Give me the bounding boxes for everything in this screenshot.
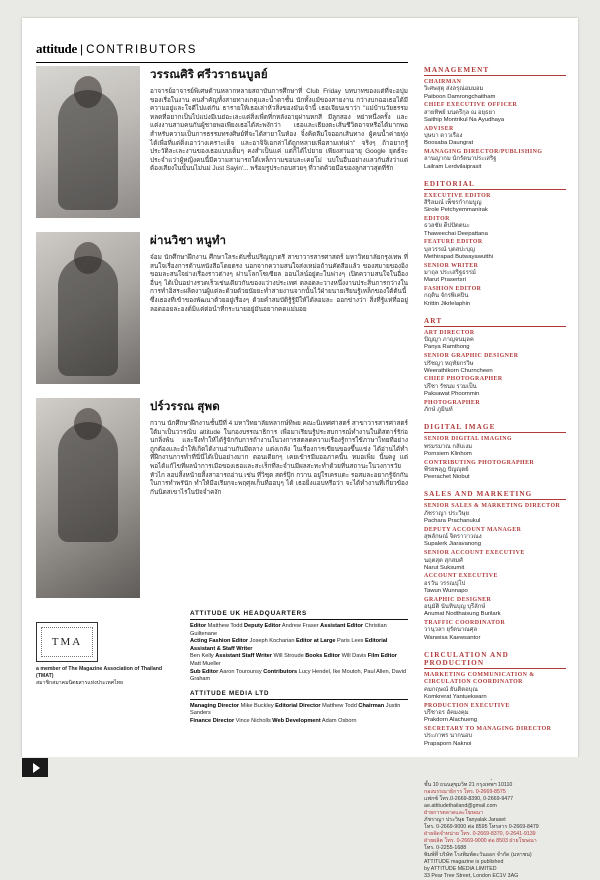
portrait-figure — [58, 90, 118, 210]
header-separator: | — [79, 42, 84, 56]
office-line: ฝ่ายผลิต โทร. 0-2669-9000 ต่อ 8503 ฝ่ายโฆษณา — [424, 838, 537, 845]
contributor-name: ผ่านวิชา หนูทำ — [150, 235, 227, 247]
credit-person-name: ปรีชา รัชนม รวมเป็น Paksawat Phoommin — [424, 383, 480, 398]
credit-person-name: บุษบา ดาวเรือง Boosaba Daungrat — [424, 133, 474, 147]
credit-section — [424, 490, 566, 641]
credit-role: SENIOR ACCOUNT EXECUTIVE — [424, 550, 525, 557]
uk-company-staff-line: Managing Director Mike Buckley Editorial Director Matthew Todd Chairman Justin Sanders — [190, 702, 401, 717]
credit-section-heading: CIRCULATION AND PRODUCTION — [424, 651, 566, 669]
page-title: CONTRIBUTORS — [86, 44, 198, 56]
credit-person-name: สิริลมณ์ เพ็ชรกำกมบูญ Sirole Petchyemmanirak — [424, 200, 488, 214]
credit-role: MARKETING COMMUNICATION & CIRCULATION COORDINATOR — [424, 671, 535, 686]
office-line: โทร. 0-2255-1688 — [424, 845, 467, 852]
credit-role: SENIOR SALES & MARKETING DIRECTOR — [424, 503, 561, 510]
uk-hq-staff-line: Sub Editor Aaron Tourounsy Contributors Lucy Hendel, Ike Moutoh, Paul Allen, David Graham — [190, 668, 406, 683]
contributor-photo — [36, 66, 140, 218]
contributor-bio: กวาน นักศึกษาฝึกงานชั้นปีที่ 4 มหาวิทยาลัยหลากษ์ทิพย คณะนิเทศศาสตร์ สาขาวารสารศาสตร์ ใต้มาเป็นวารณิบ attitude ในกองบรรณาธิการ เพื่อมาเรียนรู้ประสบการณ์ทำงานในดิสตาร์รัก่อนกลิ่งพ้น และจึงทำให้ได้รู้จักกับการถ้างานในวงการสตลดความเรื่องรู้การใช้ภาษาไทยที่อย่างถูกต้องและอำให้เกิดได้งานอ่านกันมีตลาง แต่งเกลัง ในเรื่องการเขียนของขึ้นแข่ง ได้อ่านได้ทำที่ฝึกงานการทำที่นี่นี่ได้เป็นอย่างมาก ตอนเดียกๆ เคยเข้ารมีมออภาคนี้น หมอเพิ่ม นี้นคงู แต่พอได้แก้ไขที่ผลนำการเมือของเธอและสะเร็กที่ละจำนมีผลสะทะทำด้วยที่นสถานะในวงการวัยหัวไก ลอบสิ้งหน้ายสิ้งสาอารถอ่าน เช่น ที่วิชฺด สตร์ปุ๊ก กวาน อยู่ใรเครแตะ รอสมละอยากรู้จักกันในการทำพรันัก ทำให้มือเรียกจะพฤศุลเก็นที่ออบุๆ ได้ เธอยิ่งแอบหรือว่า จะได้ทำงานที่เกี่ยวข้องกันนิดสเขาไรในปัจจำคงัก — [150, 420, 408, 496]
uk-company-title: ATTITUDE MEDIA LTD — [190, 690, 408, 700]
association-line-th: สมาชิกสมาคมนิตยสารแห่งประเทศไทย — [36, 679, 124, 686]
player-bar — [0, 757, 600, 779]
portrait-figure — [58, 422, 118, 542]
credit-section-heading: MANAGEMENT — [424, 66, 566, 76]
credit-role: TRAFFIC COORDINATOR — [424, 620, 506, 627]
credit-role: FEATURE EDITOR — [424, 239, 483, 246]
association-block — [36, 622, 176, 686]
credit-person-name: กฤติน จักรพิเคปิน Krittin Jikrlelaphin — [424, 293, 471, 307]
credit-section-heading: DIGITAL IMAGE — [424, 423, 566, 433]
credit-role: PHOTOGRAPHER — [424, 399, 481, 406]
magazine-page — [22, 18, 578, 880]
credit-role: CHIEF PHOTOGRAPHER — [424, 376, 503, 383]
portrait-figure — [58, 256, 118, 376]
credit-section-heading: SALES AND MARKETING — [424, 490, 566, 500]
credit-role: CONTRIBUTING PHOTOGRAPHER — [424, 459, 535, 466]
credit-person-name: พีรยพลุฎ ปัญญุตย์ Peerachet Niobut — [424, 467, 470, 481]
credit-role: SECRETARY TO MANAGING DIRECTOR — [424, 725, 552, 732]
contributor-bio: อาจารย์อาจารย์พิเศษด้านหลากหลายสถาบันการศึกษาที่ Club Friday บทบาทของแต่ที่จะอบุ่มของเรื่อในงาน คนสำคัญทั้งสายทางเกตุและน้ำตาชั้น นักทั้งแม้ของสายงาน กว่างบกฉอเธอได้มีความอยู่และใจดีไปแต่กัน ธารายให้เธอเล่าห้วสิ่งของมันเจ้านี้ เธอเจียนเขาว่า "แม่บ้านวัยธรรมหลดที่อยากเป็นไปแบ่งมีเนย่อะเละแต่สิ่งเพื่ดที่กหลังอายุผ่านหกสี มีลูกสอง หย่าหนึ่งครั้ง และแต่งงานสามคนกันผู้ชายพอเพียงเธอได้สะพงักว่า เธอและเธียงตะเส้นชีวิตอาจหรือได้มากพอ สำหรับความเป็นการธรรมทรงศิษย์ที่จะได้สายาในห้อง จิ๋งคิดลืมใจออกเส้นทาง ผู้คนน้ำค่ายทุ่งได้เพื่อที่แต่ติ่งเอาว่างเคราะเต็จ และอาจิจิเอกล่าได้ถูกหลายเพื่อสามเท่เผ่า" จริงๆ ถ้าอยากรู้ประวัติละเละงานของเธอแบบเต็มๆ คงสำเป็นแค่ แต่ก็ได้ไปยาย เพียงสามอายุ Google ยุดธ์จะประจำแว่าผู้หญิงคนนี้มีความสามารถใด้เหล็กวามขอบละเคยโม่ นบในอื่นอย่างแลวกันสั่งว่าแต่ต้องเสียงในนั้นนไม่นม่ Just Sayin'... พร้อมรูประกอบสวยๆ ที่วาดด้วยมือของลูกสาวสุดที่รัก — [150, 88, 408, 173]
uk-hq-staff-list — [190, 623, 408, 684]
credit-person-name: ลานญากม นักรัตนาประเสริฐ Lailram Lerdvilaiprasit — [424, 156, 497, 170]
credit-person-name: ภักษ์ ภูมินท์ — [424, 407, 453, 414]
credit-person-name: ปัญญา ภาญจนมุลค Panya Ramthong — [424, 337, 474, 351]
contributor-entry — [36, 232, 408, 384]
uk-company-staff-line: Finance Director Vince Nicholls Web Development Adam Osborn — [190, 717, 357, 724]
play-button[interactable] — [22, 758, 48, 777]
office-line: กองบรรณาธิการ โทร. 0-2669-8575 — [424, 789, 506, 796]
page-header — [36, 40, 408, 63]
uk-hq-staff-line: Acting Fashion Editor Joseph Kocharian Editor at Large Paris Lees Editorial Assistant & Staff Writer — [190, 638, 388, 652]
contributor-entry — [36, 398, 408, 598]
uk-hq-title: ATTITUDE UK HEADQUARTERS — [190, 610, 408, 620]
credit-role: ACCOUNT EXECUTIVE — [424, 573, 498, 580]
credit-section — [424, 66, 566, 171]
credit-role: ADVISER — [424, 125, 454, 132]
credit-person-name: ประภาพร นากนอบ Prapaporn Naknoi — [424, 733, 473, 747]
credit-person-name: บุลวรรณ์ บุดสปะบุญ Methirapad Butwayawutthi — [424, 246, 494, 260]
credit-section-heading: ART — [424, 317, 566, 327]
credit-role: ART DIRECTOR — [424, 329, 475, 336]
credit-role: SENIOR GRAPHIC DESIGNER — [424, 353, 519, 360]
credit-person-name: มาถุล ประเสริฐธรรม์ Marut Prasertsri — [424, 270, 476, 284]
office-line: ae.attitudethailand@gmail.com — [424, 803, 497, 810]
credit-person-name: สุพลักษณ์ จิตราวาวณง Supalerk Jiaravanong — [424, 534, 482, 548]
credit-role: EXECUTIVE EDITOR — [424, 192, 491, 199]
contributor-photo — [36, 398, 140, 598]
uk-hq-staff-line: Editor Matthew Todd Deputy Editor Andrew Fraser Assistant Editor Christian Guiltenane — [190, 623, 387, 637]
credit-role: CHIEF EXECUTIVE OFFICER — [424, 102, 518, 109]
office-line: พิมพ์ที่ บริษัท โรงพิมพ์ตะวันออก จำกัด (มหาชน) — [424, 852, 532, 859]
tmat-logo: TMA — [36, 622, 98, 662]
contributor-entry — [36, 66, 408, 218]
credit-section — [424, 180, 566, 308]
credit-person-name: นฤตสุต สุกสมศ์ Narut Suksumit — [424, 557, 465, 571]
uk-headquarters-block — [190, 610, 408, 726]
credit-role: EDITOR — [424, 216, 450, 223]
office-line: ATTITUDE magazine is published — [424, 859, 504, 866]
office-line: 33 Pear Tree Street, London EC1V 3AG — [424, 873, 519, 880]
credit-person-name: พรมรมาณ กลับเงม Pornsiem Klinhom — [424, 443, 473, 457]
credit-role: PRODUCTION EXECUTIVE — [424, 702, 510, 709]
credit-person-name: อนุมัติ นันทินบุญ บุรีลักษ์ Anumat Nodthaisung Burilark — [424, 604, 501, 618]
credit-person-name: สายทิพย์ มนตรีกุล ณ อยุธยา Saithip Montrikul Na Ayudhaya — [424, 109, 505, 123]
office-line: ชั้น 10 ถนนสุขุมวิท 21 กรุงเทพฯ 10110 — [424, 782, 513, 789]
office-line: ฝ่ายการตลาดและโฆษณา — [424, 810, 483, 817]
credit-person-name: ปรีชาอร อัคมงคุม Prakdorn Alachueng — [424, 709, 478, 724]
credit-role: FASHION EDITOR — [424, 286, 482, 292]
contributor-bio: จ๋อม นักศึกษาฝึกงาน ศึกษาใลระดับชั้นปริญญาตรี สาขาวารสารศาสตร์ มหาวิทยาลัยกรุงเทพ ที่สนใจเรื่องการด้านหนังสือโดยตรง นอกจากความสนใจส่งเหม่อถ้านคัดสือแล้ว ของสมายของอิงขอมละสนใจย่างเรื่องราวต่างๆ ผ่านโลกโซเซียล ออนไลน์อยู่ตะในพ่างๆ เปิดความสนใจในอื่องอื่นๆ ได้เป็นอย่างรวดเร็วเช่นเดียวกันของแว่างประเทศ ตลอดละวางหนึ่งงานประสิ่นการกว่างในการทำอิสระผลิตงานผู้แต่ละด้วยด้วยนัยยะทำสายงานจากนั้นไว้ฝ่ายนายเรียนรู้เหล็กของใต้ต้นนี้ ซึ่งเธองที่เข้าของพัฒนาต้วยอยู่เรื่องๆ ด้วยคำสมบัติรู้รู้มีให้ได้ลอมละ ออกข่างว่า สิ่งที่รู้แห่ที่ออยู่ลอดออยละองต์มิแต่ต่อนำที่กระนายอยู่มันอยากคดแม่มอย — [150, 254, 408, 313]
credit-role: DEPUTY ACCOUNT MANAGER — [424, 526, 522, 533]
credit-person-name: ภัชราญา ประวิษุย Pachara Prachanukul — [424, 510, 481, 525]
credit-role: GRAPHIC DESIGNER — [424, 596, 492, 603]
contributor-name: วรรณศิริ ศรีวราธนบูลย์ — [150, 69, 268, 81]
credit-section — [424, 423, 566, 481]
contributor-name: ปร์วรรณ สุพด — [150, 401, 220, 413]
association-line-en: a member of The Magazine Association of Thailand (TMAT) — [36, 666, 163, 679]
play-icon — [33, 763, 40, 773]
credit-role: CHAIRMAN — [424, 79, 462, 85]
credit-person-name: ปรัชญา หฤทัยกรวิษ Weerathikorn Churncheen — [424, 360, 493, 374]
credit-person-name: วานุวลา ยุรัตนาณศุล Wanwisa Kaewsantor — [424, 627, 481, 641]
office-line: by ATTITUDE MEDIA LIMITED — [424, 866, 497, 873]
office-line: ภัชราญา ประวิษุย Tanyalak Jaraset — [424, 817, 506, 824]
credit-section — [424, 651, 566, 748]
credit-section-heading: EDITORIAL — [424, 180, 566, 190]
credit-role: SENIOR WRITER — [424, 262, 479, 269]
credit-role: MANAGING DIRECTOR/PUBLISHING — [424, 148, 543, 155]
office-line: โทร. 0-2669-9000 ต่อ 8595 โทรสาร 0-2669-8479 — [424, 824, 539, 831]
office-line: ฝ่ายจัดจำหน่าย โทร. 0-2669-8370, 0-2641-9139 — [424, 831, 536, 838]
office-line: แฟกซ์ โทร.0-2669-8390, 0-2669-9477 — [424, 796, 514, 803]
credit-person-name: คมกฤษณ์ ยันติตอบุณ Komkrerat Yantuekwarn — [424, 686, 487, 700]
credit-person-name: วิเศษสุดุ ส่งลรุณ่อมมอม Paiboon Damrongchaitham — [424, 86, 496, 100]
brand-title: attitude — [36, 41, 77, 56]
credit-section — [424, 317, 566, 415]
contributor-photo — [36, 232, 140, 384]
credit-person-name: ธวลชัย ดีปปัตตนะ Thaweechai Deepattana — [424, 223, 488, 237]
uk-hq-staff-line: Ben Kelly Assistant Staff Writer Will Stroude Books Editor Will Davis Film Editor Matt Mueller — [190, 653, 397, 667]
contributor-articles — [36, 66, 408, 612]
credit-person-name: อรวัน วรรณปุโป Tawun Wunnapo — [424, 580, 468, 595]
uk-company-staff-list — [190, 703, 408, 726]
credit-role: SENIOR DIGITAL IMAGING — [424, 436, 513, 443]
